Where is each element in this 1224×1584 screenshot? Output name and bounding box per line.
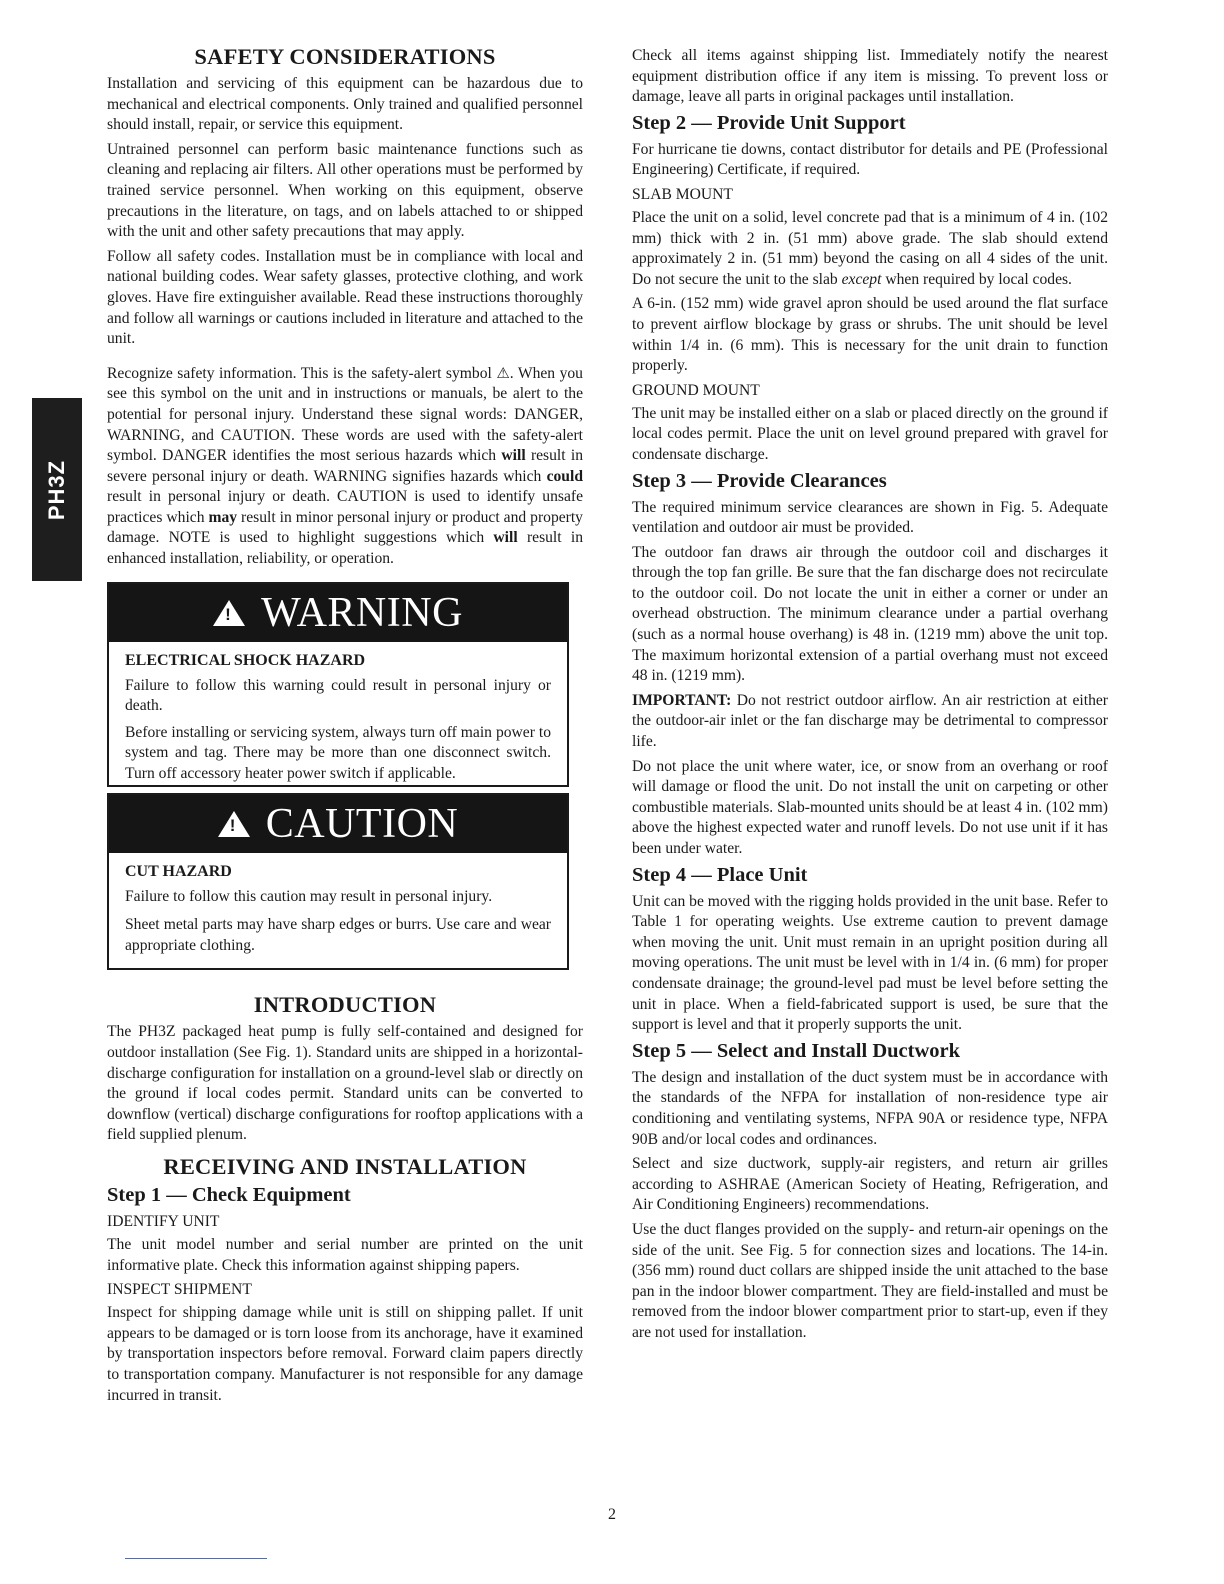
text-run: . When you see this symbol on the unit and in instructions or manuals, be alert to the potential for personal injury. Understand these signal words: DANGER, WARNING, and CAUTION. These words are used with the safety-alert symbol. DANGER identifies the most serious hazards which [107, 364, 583, 465]
caution-text: Failure to follow this caution may result in personal injury. [125, 887, 493, 905]
side-tab-label: PH3Z [44, 459, 69, 520]
warning-header [109, 584, 567, 642]
step1-heading: Step 1 — Check Equipment [107, 1183, 351, 1206]
identify-unit-text: The unit model number and serial number are printed on the unit informative plate. Check this information against shipping papers. [107, 1235, 583, 1274]
gravel-apron-text: A 6-in. (152 mm) wide gravel apron should be used around the flat surface to prevent airflow blockage by grass or shrubs. The unit should be level within 1/4 in. (6 mm). This is necessary for the unit drain to function properly. [632, 295, 1108, 375]
safety-paragraph: Follow all safety codes. Installation must be in compliance with local and national building codes. Wear safety glasses, protective clothing, and work gloves. Have fire extinguisher available. Read these instructions thoroughly and follow all warnings or cautions included in literature and attached to the unit. [107, 247, 583, 348]
step2-paragraph: For hurricane tie downs, contact distributor for details and PE (Professional Engineering) Certificate, if required. [632, 140, 1108, 179]
identify-unit-label: IDENTIFY UNIT [107, 1212, 220, 1230]
text-run: result in severe personal injury or death. WARNING signifies hazards which [107, 447, 583, 485]
step5-paragraph: The design and installation of the duct system must be in accordance with the standards of the NFPA for installation of non-residence type air conditioning and ventilating systems, NFPA 90A or residence type, NFPA 90B and/or local codes and ordinances. [632, 1068, 1108, 1148]
ground-mount-text: The unit may be installed either on a slab or placed directly on the ground if local codes permit. Place the unit on level ground prepared with gravel for condensate discharge. [632, 404, 1108, 463]
safety-paragraph: Installation and servicing of this equipment can be hazardous due to mechanical and electrical components. Only trained and qualified personnel should install, repair, or service this equipment. [107, 75, 583, 134]
warning-hazard-name: ELECTRICAL SHOCK HAZARD [125, 651, 366, 669]
caution-triangle-icon [218, 811, 250, 837]
caution-title: CAUTION [265, 800, 459, 847]
footer-rule [125, 1558, 267, 1559]
text-run: Do not restrict outdoor airflow. An air restriction at either the outdoor-air inlet or the fan discharge may be detrimental to compressor life. [632, 691, 1108, 751]
step5-paragraph: Select and size ductwork, supply-air registers, and return air grilles according to ASHRAE (American Society of Heating, Refrigeration, and Air Conditioning Engineers) recommendations. [632, 1155, 1108, 1214]
slab-mount-text [632, 208, 1108, 290]
introduction-heading: INTRODUCTION [253, 992, 437, 1018]
safety-heading: SAFETY CONSIDERATIONS [194, 44, 496, 69]
caution-header [109, 795, 567, 853]
step3-paragraph: The outdoor fan draws air through the outdoor coil and discharges it through the top fan grille. Be sure that the fan discharge does not recirculate to the outdoor coil. Do not locate the unit in either a corner or under an overhead obstruction. The minimum clearance under a partial overhang (such as a normal house overhang) is 48 in. (1219 mm) above the unit top. The maximum horizontal extension of a partial overhang must not exceed 48 in. (1219 mm). [632, 543, 1108, 685]
step5-paragraph: Use the duct flanges provided on the supply- and return-air openings on the side of the unit. See Fig. 5 for connection sizes and locations. The 14-in. (356 mm) round duct collars are shipped inside the unit attached to the base pan in the indoor blower compartment. They are field-installed and must be removed from the indoor blower compartment prior to start-up, even if they are not used for installation. [632, 1220, 1108, 1341]
caution-box [107, 793, 569, 971]
inspect-shipment-text: Inspect for shipping damage while unit is still on shipping pallet. If unit appears to be damaged or is torn loose from its anchorage, have it examined by transportation inspectors before removal. Forward claim papers directly to transportation company. Manufacturer is not responsible for any damage incurred in transit. [107, 1304, 583, 1404]
ground-mount-label: GROUND MOUNT [632, 381, 760, 399]
step4-heading: Step 4 — Place Unit [632, 863, 808, 886]
text-run: Recognize safety information. This is the safety-alert symbol [107, 364, 497, 382]
page-number: 2 [608, 1506, 616, 1523]
safety-alert-paragraph [107, 364, 583, 570]
important-label: IMPORTANT: [632, 691, 732, 709]
check-items-text: Check all items against shipping list. Immediately notify the nearest equipment distribution office if any item is missing. To prevent loss or damage, leave all parts in original packages until installation. [632, 47, 1108, 106]
right-column [632, 46, 1108, 1347]
inspect-shipment-label: INSPECT SHIPMENT [107, 1281, 252, 1299]
text-run: when required by local codes. [881, 270, 1072, 288]
step3-heading: Step 3 — Provide Clearances [632, 469, 887, 492]
left-column [107, 44, 583, 1410]
caution-text: Sheet metal parts may have sharp edges or burrs. Use care and wear appropriate clothing. [125, 916, 551, 954]
safety-alert-icon: ⚠ [496, 365, 510, 382]
safety-paragraph: Untrained personnel can perform basic maintenance functions such as cleaning and replacing air filters. All other operations must be performed by trained service personnel. When working on this equipment, observe precautions in the literature, on tags, and on labels attached to or shipped with the unit and other safety precautions that may apply. [107, 140, 583, 241]
emphasis-could: could [546, 467, 583, 485]
warning-box [107, 582, 569, 787]
emphasis-will: will [493, 529, 518, 547]
emphasis-may: may [208, 508, 238, 526]
text-run: result in personal injury or death. CAUTION is used to identify unsafe practices which [107, 488, 583, 526]
step2-heading: Step 2 — Provide Unit Support [632, 111, 906, 134]
step5-heading: Step 5 — Select and Install Ductwork [632, 1039, 961, 1062]
step4-paragraph: Unit can be moved with the rigging holds provided in the unit base. Refer to Table 1 for operating weights. Use extreme caution to prevent damage when moving the unit. Unit must remain in an upright position during all moving operations. The unit must be level with in 1/4 in. (6 mm) for proper condensate drainage; the ground-level pad must be level before setting the unit in place. When a field-fabricated support is used, be sure that the support is level and that it properly supports the unit. [632, 892, 1108, 1034]
step3-paragraph: The required minimum service clearances are shown in Fig. 5. Adequate ventilation and outdoor air must be provided. [632, 498, 1108, 537]
warning-triangle-icon [213, 600, 245, 626]
caution-hazard-name: CUT HAZARD [125, 862, 232, 880]
important-note [632, 691, 1108, 753]
warning-title: WARNING [261, 589, 463, 636]
warning-text: Before installing or servicing system, always turn off main power to system and tag. There may be more than one disconnect switch. Turn off accessory heater power switch if applicable. [125, 723, 551, 783]
text-run: Place the unit on a solid, level concrete pad that is a minimum of 4 in. (102 mm) thick with 2 in. (51 mm) above grade. The slab should extend approximately 2 in. (51 mm) beyond the casing on all 4 sides of the unit. Do not secure the unit to the slab [632, 208, 1108, 288]
slab-mount-label: SLAB MOUNT [632, 185, 733, 203]
receiving-heading: RECEIVING AND INSTALLATION [163, 1153, 527, 1179]
introduction-paragraph: The PH3Z packaged heat pump is fully self-contained and designed for outdoor installation (See Fig. 1). Standard units are shipped in a horizontal-discharge configuration for installation on a ground-level slab or directly on the ground if local codes permit. Standard units can be converted to downflow (vertical) discharge configurations for rooftop applications with a field supplied plenum. [107, 1023, 583, 1144]
emphasis-except: except [841, 270, 882, 288]
emphasis-will: will [501, 447, 526, 465]
step3-paragraph: Do not place the unit where water, ice, or snow from an overhang or roof will damage or flood the unit. Do not install the unit on carpeting or other combustible materials. Slab-mounted units should be at least 4 in. (102 mm) above the highest expected water and runoff levels. Do not use unit if it has been under water. [632, 757, 1108, 857]
text-run: result in minor personal injury or product and property damage. NOTE is used to highlight suggestions which [107, 508, 583, 547]
side-tab [32, 398, 82, 581]
warning-text: Failure to follow this warning could result in personal injury or death. [125, 676, 551, 715]
text-run: result in enhanced installation, reliability, or operation. [107, 529, 583, 568]
